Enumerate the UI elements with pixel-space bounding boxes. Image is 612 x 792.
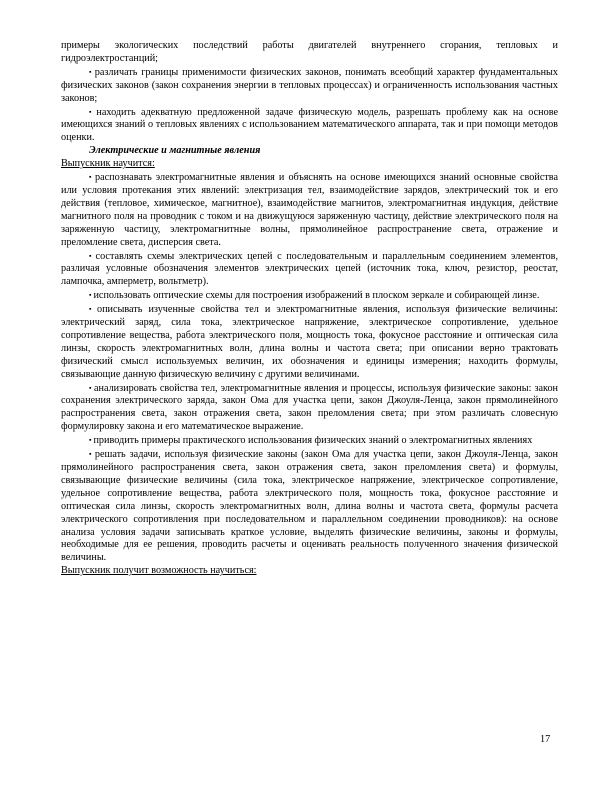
bullet-text: описывать изученные свойства тел и электромагнитные явления, используя физические величины: электрический заряд, сила тока, электрическое напряжение, электрическое сопротивление, удельное сопротивление вещества, работа электрического поля, мощность тока, фокусное расстояние и оптическая сила линзы, скорость электромагнитных волн, длина волны и частота света; при описании верно трактовать физический смысл используемых величин, их обозначения и единицы измерения; находить формулы, связывающие данную физическую величину с другими величинами. (61, 304, 559, 380)
bullet-text: приводить примеры практического использования физических знаний о электромагнитных явлениях (93, 435, 533, 447)
bullet-square-icon: ▪ (89, 107, 95, 116)
bullet-text: распознавать электромагнитные явления и объяснять на основе имеющихся знаний основные свойства или условия протекания этих явлений: электризация тел, взаимодействие зарядов, электрический ток и его действия (тепловое, химическое, магнитное), взаимодействие магнитов, электромагнитная индукция, действие магнитного поля на проводник с током и на движущуюся заряженную частицу, действие электрического поля на заряженную частицу, электромагнитные волны, прямолинейное распространение света, отражение и преломление света, дисперсия света. (61, 172, 558, 248)
section-title: Электрические и магнитные явления (89, 145, 261, 157)
opportunity-heading (61, 565, 558, 578)
bullet-square-icon: ▪ (89, 67, 93, 76)
bullet-square-icon: ▪ (89, 450, 93, 459)
bullet-practical-examples (61, 434, 558, 448)
bullet-physical-model (61, 106, 558, 146)
bullet-circuit-schemes (61, 250, 558, 290)
bullet-text: анализировать свойства тел, электромагнитные явления и процессы, используя физические законы: закон сохранения электрического заряда, закон Ома для участка цепи, закон Джоуля-Ленца, закон прямолинейного распространения света, закон отражения света, закон преломления света; при этом различать словесную формулировку закона и его математическое выражение. (61, 382, 558, 433)
bullet-square-icon: ▪ (89, 305, 95, 314)
bullet-text: использовать оптические схемы для построения изображений в плоском зеркале и собирающей линзе. (93, 290, 540, 302)
bullet-recognize-phenomena (61, 171, 558, 249)
bullet-laws-applicability (61, 66, 558, 106)
bullet-square-icon: ▪ (89, 436, 92, 445)
bullet-square-icon: ▪ (89, 173, 94, 182)
bullet-square-icon: ▪ (89, 251, 94, 260)
bullet-square-icon: ▪ (89, 291, 92, 300)
page-number: 17 (540, 734, 551, 745)
bullet-text: находить адекватную предложенной задаче физическую модель, разрешать проблему как на основе имеющихся знаний о тепловых явлениях с использованием математического аппарата, так и при помощи методов оценки. (61, 106, 558, 144)
bullet-text: составлять схемы электрических цепей с последовательным и параллельным соединением элементов, различая условные обозначения элементов электрических цепей (источник тока, ключ, резистор, реостат, лампочка, амперметр, вольтметр). (61, 250, 558, 288)
learns-heading (61, 158, 558, 171)
learns-heading-text: Выпускник научится: (61, 158, 155, 170)
bullet-optical-schemes (61, 289, 558, 303)
bullet-square-icon: ▪ (89, 383, 93, 392)
opportunity-heading-text: Выпускник получит возможность научиться: (61, 565, 257, 577)
bullet-text: различать границы применимости физических законов, понимать всеобщий характер фундаментальных физических законов (закон сохранения энергии в тепловых процессах) и ограниченность использования частных законов; (61, 66, 558, 104)
bullet-describe-properties (61, 303, 558, 381)
bullet-analyze-properties (61, 382, 558, 435)
bullet-text: решать задачи, используя физические законы (закон Ома для участка цепи, закон Джоуля-Ленца, закон прямолинейного распространения света, закон отражения света, закон преломления света) и формулы, связывающие физические величины (сила тока, электрическое напряжение, электрическое сопротивление, удельное сопротивление вещества, работа электрического поля, мощность тока, фокусное расстояние и оптическая сила линзы, скорость электромагнитных волн, длина волны и частота света, формулы расчета электрического сопротивления при последовательном и параллельном соединении проводников): на основе анализа условия задачи записывать краткое условие, выделять физические величины, законы и формулы, необходимые для ее решения, проводить расчеты и оценивать реальность полученного значения физической величины. (61, 449, 558, 564)
bullet-solve-problems (61, 448, 558, 565)
paragraph-eco-consequences: примеры экологических последствий работы двигателей внутреннего сгорания, тепловых и гидроэлектростанций; (61, 40, 558, 64)
document-body (61, 40, 558, 578)
